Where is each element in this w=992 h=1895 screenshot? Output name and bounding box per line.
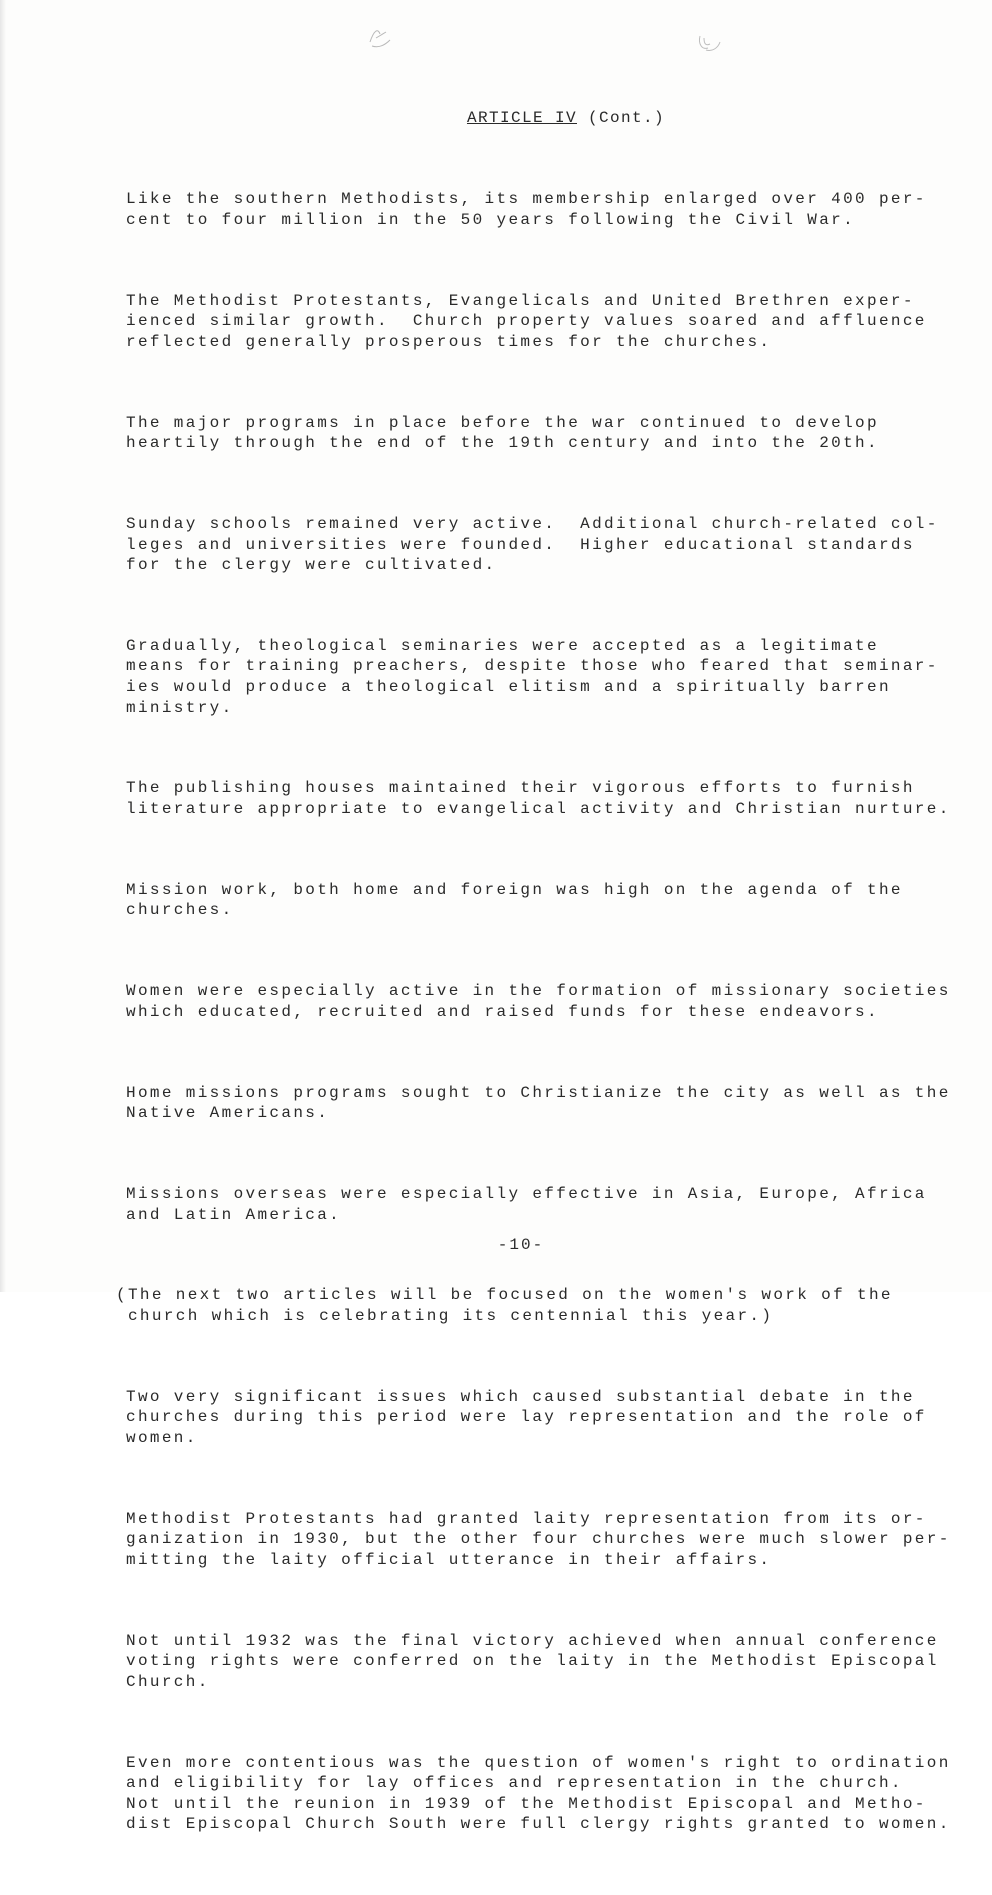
pencil-mark-icon — [692, 30, 722, 56]
paragraph: The Methodist Protestants, Evangelicals and United Brethren exper- ienced similar growth. Church property values soared and affluence reflected generally prosperous times for the churches. — [126, 291, 927, 351]
paragraph: The publishing houses maintained their vigorous efforts to furnish literature appropriate to evangelical activity and Christian nurture. — [126, 779, 951, 819]
paragraph: Home missions programs sought to Christianize the city as well as the Native Americans. — [126, 1083, 951, 1123]
paragraph: Two very significant issues which caused substantial debate in the churches during this period were lay representation and the role of women. — [126, 1387, 927, 1447]
paragraph: Methodist Protestants had granted laity representation from its or- ganization in 1930, but the other four churches were much slower per- mitting the laity official utterance in their affairs. — [126, 1509, 951, 1569]
article-suffix: (Cont.) — [588, 109, 666, 127]
paragraph: The major programs in place before the war continued to develop heartily through the end of the 19th century and into the 20th. — [126, 413, 879, 453]
paragraph: Mission work, both home and foreign was high on the agenda of the churches. — [126, 880, 903, 920]
article-heading — [0, 108, 992, 128]
paragraph: Missions overseas were especially effective in Asia, Europe, Africa and Latin America. — [126, 1184, 927, 1224]
paragraph: Gradually, theological seminaries were accepted as a legitimate means for training preachers, despite those who feared that seminar- ies would produce a theological elitism and a spiritually barren ministry. — [126, 636, 939, 717]
paragraph: Even more contentious was the question of women's right to ordination and eligibility for lay offices and representation in the church. Not until the reunion in 1939 of the Methodist Episcopal and Metho- dist Episcopal Church South were full clergy rights granted to women. — [126, 1753, 951, 1834]
page-number: -10- — [497, 1236, 545, 1254]
article-title: ARTICLE IV — [466, 109, 577, 127]
paragraph: Like the southern Methodists, its membership enlarged over 400 per- cent to four million in the 50 years following the Civil War. — [126, 190, 927, 229]
paragraph: Sunday schools remained very active. Additional church-related col- leges and universities were founded. Higher educational standards for the clergy were cultivated. — [126, 514, 939, 575]
paragraph: Women were especially active in the formation of missionary societies which educated, recruited and raised funds for these endeavors. — [126, 982, 951, 1021]
editorial-note: (The next two articles will be focused on the women's work of the church which is celebrating its centennial this year.) — [116, 1286, 893, 1325]
paragraph: Not until 1932 was the final victory achieved when annual conference voting rights were conferred on the laity in the Methodist Episcopal Church. — [126, 1631, 939, 1691]
page-edge-shadow — [0, 0, 6, 1292]
article-body — [116, 148, 966, 1895]
pencil-mark-icon — [364, 24, 394, 50]
